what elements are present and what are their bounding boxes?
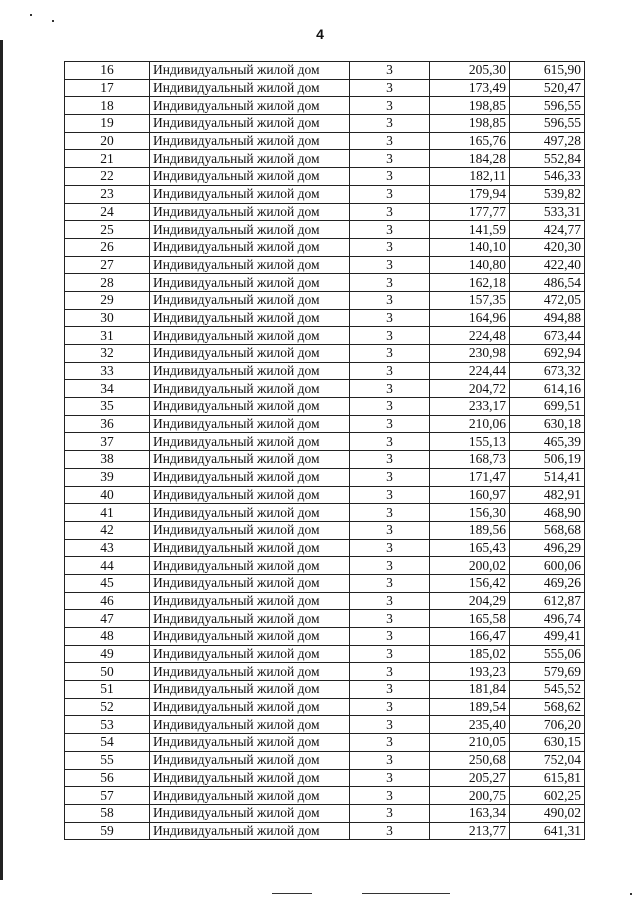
object-name-cell: Индивидуальный жилой дом <box>150 539 350 557</box>
footer-line <box>362 893 450 894</box>
rooms-cell: 3 <box>350 168 430 186</box>
footer-line <box>272 893 312 894</box>
row-number-cell: 29 <box>65 291 150 309</box>
area-cell: 230,98 <box>430 345 510 363</box>
table-row <box>65 486 585 504</box>
table-row <box>65 521 585 539</box>
object-name-cell: Индивидуальный жилой дом <box>150 309 350 327</box>
table-row <box>65 221 585 239</box>
object-name-cell: Индивидуальный жилой дом <box>150 291 350 309</box>
table-row <box>65 574 585 592</box>
cost-cell: 568,68 <box>510 521 585 539</box>
object-name-cell: Индивидуальный жилой дом <box>150 415 350 433</box>
table-row <box>65 751 585 769</box>
cost-cell: 706,20 <box>510 716 585 734</box>
object-name-cell: Индивидуальный жилой дом <box>150 115 350 133</box>
object-name-cell: Индивидуальный жилой дом <box>150 433 350 451</box>
area-cell: 156,42 <box>430 574 510 592</box>
cost-cell: 520,47 <box>510 79 585 97</box>
table-row <box>65 380 585 398</box>
scan-speck <box>30 14 32 16</box>
object-name-cell: Индивидуальный жилой дом <box>150 79 350 97</box>
row-number-cell: 50 <box>65 663 150 681</box>
area-cell: 156,30 <box>430 504 510 522</box>
table-row <box>65 185 585 203</box>
object-name-cell: Индивидуальный жилой дом <box>150 380 350 398</box>
rooms-cell: 3 <box>350 769 430 787</box>
cost-cell: 422,40 <box>510 256 585 274</box>
cost-cell: 673,44 <box>510 327 585 345</box>
area-cell: 173,49 <box>430 79 510 97</box>
row-number-cell: 26 <box>65 238 150 256</box>
object-name-cell: Индивидуальный жилой дом <box>150 451 350 469</box>
object-name-cell: Индивидуальный жилой дом <box>150 592 350 610</box>
row-number-cell: 25 <box>65 221 150 239</box>
table-row <box>65 274 585 292</box>
cost-cell: 615,81 <box>510 769 585 787</box>
area-cell: 165,58 <box>430 610 510 628</box>
cost-cell: 641,31 <box>510 822 585 840</box>
rooms-cell: 3 <box>350 256 430 274</box>
cost-cell: 496,29 <box>510 539 585 557</box>
rooms-cell: 3 <box>350 433 430 451</box>
table-row <box>65 734 585 752</box>
object-name-cell: Индивидуальный жилой дом <box>150 610 350 628</box>
cost-cell: 506,19 <box>510 451 585 469</box>
rooms-cell: 3 <box>350 398 430 416</box>
object-name-cell: Индивидуальный жилой дом <box>150 221 350 239</box>
row-number-cell: 37 <box>65 433 150 451</box>
row-number-cell: 47 <box>65 610 150 628</box>
rooms-cell: 3 <box>350 327 430 345</box>
object-name-cell: Индивидуальный жилой дом <box>150 504 350 522</box>
area-cell: 198,85 <box>430 97 510 115</box>
table-row <box>65 787 585 805</box>
rooms-cell: 3 <box>350 663 430 681</box>
table-row <box>65 822 585 840</box>
scan-edge-mark <box>0 40 3 880</box>
table-row <box>65 663 585 681</box>
area-cell: 213,77 <box>430 822 510 840</box>
rooms-cell: 3 <box>350 345 430 363</box>
row-number-cell: 23 <box>65 185 150 203</box>
table-row <box>65 592 585 610</box>
area-cell: 181,84 <box>430 681 510 699</box>
rooms-cell: 3 <box>350 751 430 769</box>
row-number-cell: 31 <box>65 327 150 345</box>
area-cell: 204,72 <box>430 380 510 398</box>
cost-cell: 568,62 <box>510 698 585 716</box>
cost-cell: 469,26 <box>510 574 585 592</box>
row-number-cell: 43 <box>65 539 150 557</box>
object-name-cell: Индивидуальный жилой дом <box>150 574 350 592</box>
row-number-cell: 58 <box>65 804 150 822</box>
cost-cell: 539,82 <box>510 185 585 203</box>
cost-cell: 514,41 <box>510 468 585 486</box>
area-cell: 155,13 <box>430 433 510 451</box>
row-number-cell: 33 <box>65 362 150 380</box>
cost-cell: 699,51 <box>510 398 585 416</box>
cost-cell: 555,06 <box>510 645 585 663</box>
rooms-cell: 3 <box>350 380 430 398</box>
table-row <box>65 398 585 416</box>
object-name-cell: Индивидуальный жилой дом <box>150 203 350 221</box>
object-name-cell: Индивидуальный жилой дом <box>150 804 350 822</box>
table-row <box>65 79 585 97</box>
rooms-cell: 3 <box>350 185 430 203</box>
rooms-cell: 3 <box>350 309 430 327</box>
row-number-cell: 46 <box>65 592 150 610</box>
scan-speck <box>630 893 632 895</box>
cost-cell: 752,04 <box>510 751 585 769</box>
housing-table <box>64 61 585 840</box>
area-cell: 205,30 <box>430 62 510 80</box>
rooms-cell: 3 <box>350 681 430 699</box>
rooms-cell: 3 <box>350 115 430 133</box>
cost-cell: 499,41 <box>510 628 585 646</box>
rooms-cell: 3 <box>350 415 430 433</box>
area-cell: 157,35 <box>430 291 510 309</box>
rooms-cell: 3 <box>350 592 430 610</box>
row-number-cell: 34 <box>65 380 150 398</box>
object-name-cell: Индивидуальный жилой дом <box>150 168 350 186</box>
row-number-cell: 39 <box>65 468 150 486</box>
area-cell: 198,85 <box>430 115 510 133</box>
table-row <box>65 291 585 309</box>
object-name-cell: Индивидуальный жилой дом <box>150 645 350 663</box>
rooms-cell: 3 <box>350 150 430 168</box>
rooms-cell: 3 <box>350 698 430 716</box>
object-name-cell: Индивидуальный жилой дом <box>150 734 350 752</box>
area-cell: 164,96 <box>430 309 510 327</box>
area-cell: 140,80 <box>430 256 510 274</box>
cost-cell: 465,39 <box>510 433 585 451</box>
table-row <box>65 97 585 115</box>
row-number-cell: 18 <box>65 97 150 115</box>
area-cell: 185,02 <box>430 645 510 663</box>
page-number: 4 <box>316 26 324 42</box>
cost-cell: 496,74 <box>510 610 585 628</box>
area-cell: 182,11 <box>430 168 510 186</box>
table-row <box>65 132 585 150</box>
cost-cell: 602,25 <box>510 787 585 805</box>
rooms-cell: 3 <box>350 645 430 663</box>
cost-cell: 630,18 <box>510 415 585 433</box>
object-name-cell: Индивидуальный жилой дом <box>150 345 350 363</box>
object-name-cell: Индивидуальный жилой дом <box>150 327 350 345</box>
area-cell: 204,29 <box>430 592 510 610</box>
rooms-cell: 3 <box>350 203 430 221</box>
rooms-cell: 3 <box>350 574 430 592</box>
row-number-cell: 24 <box>65 203 150 221</box>
row-number-cell: 44 <box>65 557 150 575</box>
rooms-cell: 3 <box>350 221 430 239</box>
area-cell: 160,97 <box>430 486 510 504</box>
table-row <box>65 309 585 327</box>
row-number-cell: 19 <box>65 115 150 133</box>
area-cell: 184,28 <box>430 150 510 168</box>
object-name-cell: Индивидуальный жилой дом <box>150 716 350 734</box>
row-number-cell: 28 <box>65 274 150 292</box>
cost-cell: 546,33 <box>510 168 585 186</box>
table-row <box>65 451 585 469</box>
cost-cell: 579,69 <box>510 663 585 681</box>
table-row <box>65 345 585 363</box>
rooms-cell: 3 <box>350 238 430 256</box>
area-cell: 140,10 <box>430 238 510 256</box>
cost-cell: 533,31 <box>510 203 585 221</box>
object-name-cell: Индивидуальный жилой дом <box>150 681 350 699</box>
rooms-cell: 3 <box>350 486 430 504</box>
area-cell: 179,94 <box>430 185 510 203</box>
cost-cell: 497,28 <box>510 132 585 150</box>
object-name-cell: Индивидуальный жилой дом <box>150 787 350 805</box>
area-cell: 177,77 <box>430 203 510 221</box>
area-cell: 224,44 <box>430 362 510 380</box>
cost-cell: 468,90 <box>510 504 585 522</box>
table-row <box>65 504 585 522</box>
rooms-cell: 3 <box>350 97 430 115</box>
object-name-cell: Индивидуальный жилой дом <box>150 521 350 539</box>
row-number-cell: 59 <box>65 822 150 840</box>
rooms-cell: 3 <box>350 822 430 840</box>
object-name-cell: Индивидуальный жилой дом <box>150 362 350 380</box>
row-number-cell: 57 <box>65 787 150 805</box>
cost-cell: 552,84 <box>510 150 585 168</box>
object-name-cell: Индивидуальный жилой дом <box>150 769 350 787</box>
table-row <box>65 415 585 433</box>
object-name-cell: Индивидуальный жилой дом <box>150 256 350 274</box>
area-cell: 165,76 <box>430 132 510 150</box>
object-name-cell: Индивидуальный жилой дом <box>150 97 350 115</box>
table-row <box>65 168 585 186</box>
object-name-cell: Индивидуальный жилой дом <box>150 698 350 716</box>
table-row <box>65 433 585 451</box>
row-number-cell: 42 <box>65 521 150 539</box>
row-number-cell: 20 <box>65 132 150 150</box>
row-number-cell: 52 <box>65 698 150 716</box>
area-cell: 193,23 <box>430 663 510 681</box>
object-name-cell: Индивидуальный жилой дом <box>150 486 350 504</box>
row-number-cell: 17 <box>65 79 150 97</box>
row-number-cell: 49 <box>65 645 150 663</box>
rooms-cell: 3 <box>350 504 430 522</box>
area-cell: 165,43 <box>430 539 510 557</box>
row-number-cell: 41 <box>65 504 150 522</box>
rooms-cell: 3 <box>350 62 430 80</box>
area-cell: 235,40 <box>430 716 510 734</box>
area-cell: 200,02 <box>430 557 510 575</box>
table-row <box>65 539 585 557</box>
cost-cell: 600,06 <box>510 557 585 575</box>
row-number-cell: 32 <box>65 345 150 363</box>
area-cell: 200,75 <box>430 787 510 805</box>
row-number-cell: 27 <box>65 256 150 274</box>
table-row <box>65 681 585 699</box>
row-number-cell: 55 <box>65 751 150 769</box>
area-cell: 189,56 <box>430 521 510 539</box>
rooms-cell: 3 <box>350 132 430 150</box>
rooms-cell: 3 <box>350 362 430 380</box>
cost-cell: 614,16 <box>510 380 585 398</box>
area-cell: 210,05 <box>430 734 510 752</box>
row-number-cell: 51 <box>65 681 150 699</box>
object-name-cell: Индивидуальный жилой дом <box>150 62 350 80</box>
object-name-cell: Индивидуальный жилой дом <box>150 238 350 256</box>
table-row <box>65 468 585 486</box>
area-cell: 166,47 <box>430 628 510 646</box>
table-row <box>65 62 585 80</box>
rooms-cell: 3 <box>350 468 430 486</box>
cost-cell: 630,15 <box>510 734 585 752</box>
cost-cell: 596,55 <box>510 115 585 133</box>
cost-cell: 545,52 <box>510 681 585 699</box>
table-row <box>65 150 585 168</box>
row-number-cell: 48 <box>65 628 150 646</box>
object-name-cell: Индивидуальный жилой дом <box>150 185 350 203</box>
rooms-cell: 3 <box>350 734 430 752</box>
cost-cell: 692,94 <box>510 345 585 363</box>
row-number-cell: 35 <box>65 398 150 416</box>
rooms-cell: 3 <box>350 79 430 97</box>
area-cell: 250,68 <box>430 751 510 769</box>
object-name-cell: Индивидуальный жилой дом <box>150 751 350 769</box>
rooms-cell: 3 <box>350 291 430 309</box>
object-name-cell: Индивидуальный жилой дом <box>150 557 350 575</box>
cost-cell: 596,55 <box>510 97 585 115</box>
table-row <box>65 698 585 716</box>
table-row <box>65 115 585 133</box>
cost-cell: 612,87 <box>510 592 585 610</box>
rooms-cell: 3 <box>350 557 430 575</box>
rooms-cell: 3 <box>350 610 430 628</box>
table-row <box>65 645 585 663</box>
object-name-cell: Индивидуальный жилой дом <box>150 468 350 486</box>
cost-cell: 424,77 <box>510 221 585 239</box>
rooms-cell: 3 <box>350 804 430 822</box>
table-row <box>65 362 585 380</box>
area-cell: 171,47 <box>430 468 510 486</box>
cost-cell: 486,54 <box>510 274 585 292</box>
cost-cell: 420,30 <box>510 238 585 256</box>
row-number-cell: 40 <box>65 486 150 504</box>
table-row <box>65 203 585 221</box>
area-cell: 168,73 <box>430 451 510 469</box>
table-row <box>65 610 585 628</box>
row-number-cell: 36 <box>65 415 150 433</box>
object-name-cell: Индивидуальный жилой дом <box>150 628 350 646</box>
rooms-cell: 3 <box>350 628 430 646</box>
area-cell: 163,34 <box>430 804 510 822</box>
cost-cell: 615,90 <box>510 62 585 80</box>
table-row <box>65 769 585 787</box>
row-number-cell: 30 <box>65 309 150 327</box>
area-cell: 141,59 <box>430 221 510 239</box>
table-row <box>65 238 585 256</box>
row-number-cell: 21 <box>65 150 150 168</box>
cost-cell: 494,88 <box>510 309 585 327</box>
cost-cell: 673,32 <box>510 362 585 380</box>
area-cell: 205,27 <box>430 769 510 787</box>
rooms-cell: 3 <box>350 539 430 557</box>
area-cell: 210,06 <box>430 415 510 433</box>
area-cell: 189,54 <box>430 698 510 716</box>
rooms-cell: 3 <box>350 787 430 805</box>
row-number-cell: 22 <box>65 168 150 186</box>
rooms-cell: 3 <box>350 716 430 734</box>
rooms-cell: 3 <box>350 451 430 469</box>
object-name-cell: Индивидуальный жилой дом <box>150 274 350 292</box>
rooms-cell: 3 <box>350 521 430 539</box>
rooms-cell: 3 <box>350 274 430 292</box>
row-number-cell: 38 <box>65 451 150 469</box>
table-row <box>65 628 585 646</box>
area-cell: 162,18 <box>430 274 510 292</box>
cost-cell: 472,05 <box>510 291 585 309</box>
table-row <box>65 716 585 734</box>
row-number-cell: 16 <box>65 62 150 80</box>
object-name-cell: Индивидуальный жилой дом <box>150 132 350 150</box>
object-name-cell: Индивидуальный жилой дом <box>150 398 350 416</box>
area-cell: 224,48 <box>430 327 510 345</box>
row-number-cell: 54 <box>65 734 150 752</box>
table-row <box>65 256 585 274</box>
table-row <box>65 804 585 822</box>
object-name-cell: Индивидуальный жилой дом <box>150 822 350 840</box>
scan-speck <box>52 20 54 22</box>
object-name-cell: Индивидуальный жилой дом <box>150 663 350 681</box>
table-row <box>65 327 585 345</box>
table-row <box>65 557 585 575</box>
cost-cell: 490,02 <box>510 804 585 822</box>
row-number-cell: 53 <box>65 716 150 734</box>
object-name-cell: Индивидуальный жилой дом <box>150 150 350 168</box>
row-number-cell: 56 <box>65 769 150 787</box>
table-body <box>65 62 585 840</box>
row-number-cell: 45 <box>65 574 150 592</box>
cost-cell: 482,91 <box>510 486 585 504</box>
area-cell: 233,17 <box>430 398 510 416</box>
